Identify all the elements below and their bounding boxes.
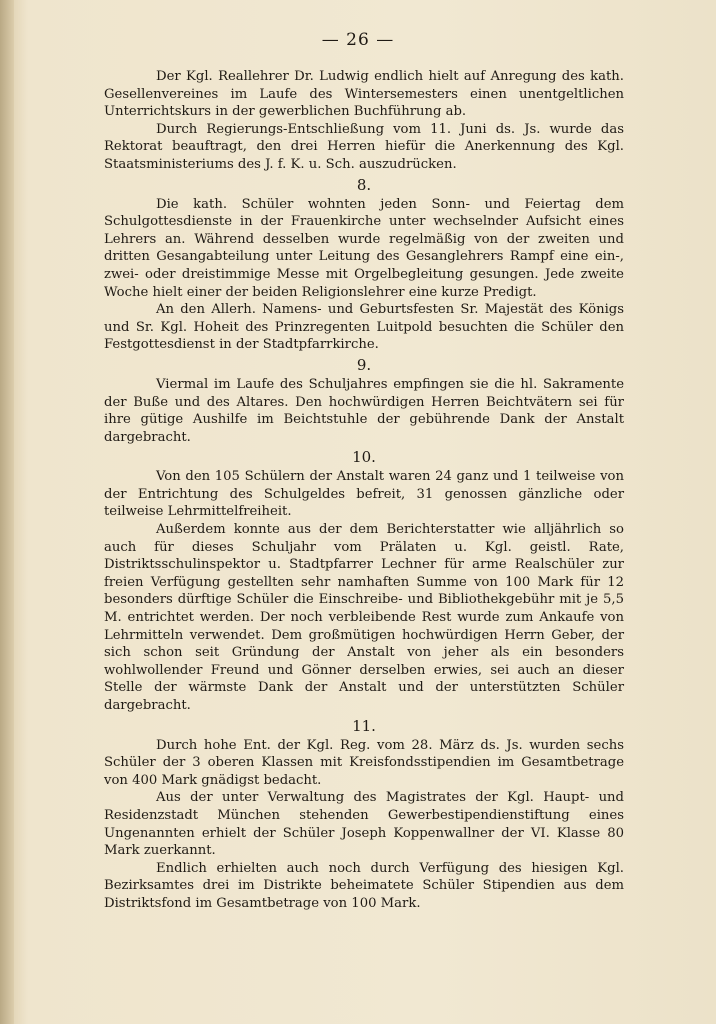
section-heading: 8. [356, 175, 372, 194]
binding-gutter [0, 0, 14, 1024]
paragraph: Durch hohe Ent. der Kgl. Reg. vom 28. März ds. Js. wurden sechs Schüler der 3 oberen Klassen mit Kreisfondsstipendien im Gesamtbetrage von 400 Mark gnädigst bedacht. [104, 737, 624, 788]
section-heading: 10. [352, 448, 376, 467]
section-heading: 11. [352, 716, 376, 735]
paragraph: Außerdem konnte aus der dem Berichterstatter wie alljährlich so auch für dieses Schuljahr vom Prälaten u. Kgl. geistl. Rate, Distriktsschulinspektor u. Stadtpfarrer Lechner für arme Realschüler zur freien Verfügung gestellten sehr namhaften Summe von 100 Mark für 12 besonders dürftige Schüler die Einschreibe- und Bibliothekgebühr mit je 5,5 M. entrichtet werden. Der noch verbleibende Rest wurde zum Ankaufe von Lehrmitteln verwendet. Dem großmütigen hochwürdigen Herrn Geber, der sich schon seit Gründung der Anstalt von jeher als ein besonders wohlwollender Freund und Gönner derselben erwies, sei auch an dieser Stelle der wärmste Dank der Anstalt und der unterstützten Schüler dargebracht. [104, 522, 624, 713]
page-number: — 26 — [321, 30, 395, 50]
paragraph: Viermal im Laufe des Schuljahres empfingen sie die hl. Sakramente der Buße und des Altares. Den hochwürdigen Herren Beichtvätern sei für ihre gütige Aushilfe im Beichtstuhle der gebührende Dank der Anstalt dargebracht. [104, 376, 624, 445]
paragraph: Endlich erhielten auch noch durch Verfügung des hiesigen Kgl. Bezirksamtes drei im Distrikte beheimatete Schüler Stipendien aus dem Distriktsfond im Gesamtbetrage von 100 Mark. [104, 860, 624, 911]
paragraph: Durch Regierungs-Entschließung vom 11. Juni ds. Js. wurde das Rektorat beauftragt, den drei Herren hiefür die Anerkennung des Kgl. Staatsministeriums des J. f. K. u. Sch. auszudrücken. [104, 121, 624, 172]
paragraph: An den Allerh. Namens- und Geburtsfesten Sr. Majestät des Königs und Sr. Kgl. Hoheit des Prinzregenten Luitpold besuchten die Schüler den Festgottesdienst in der Stadtpfarrkirche. [104, 302, 624, 353]
paragraph: Von den 105 Schülern der Anstalt waren 24 ganz und 1 teilweise von der Entrichtung des Schulgeldes befreit, 31 genossen gänzliche oder teilweise Lehrmittelfreiheit. [104, 469, 624, 520]
section-heading: 9. [356, 355, 372, 374]
paragraph: Der Kgl. Reallehrer Dr. Ludwig endlich hielt auf Anregung des kath. Gesellenvereines im Laufe des Wintersemesters einen unentgeltlichen Unterrichtskurs in der gewerblichen Buchführung ab. [104, 69, 624, 120]
paragraph: Aus der unter Verwaltung des Magistrates der Kgl. Haupt- und Residenzstadt München stehenden Gewerbestipendienstiftung eines Ungenannten erhielt der Schüler Joseph Koppenwallner der VI. Klasse 80 Mark zuerkannt. [104, 790, 624, 859]
paragraph: Die kath. Schüler wohnten jeden Sonn- und Feiertag dem Schulgottesdienste in der Frauenkirche unter wechselnder Aufsicht eines Lehrers an. Während desselben wurde regelmäßig von der zweiten und dritten Gesangabteilung unter Leitung des Gesanglehrers Rampf eine ein-, zwei- oder dreistimmige Messe mit Orgelbegleitung gesungen. Jede zweite Woche hielt einer der beiden Religionslehrer eine kurze Predigt. [104, 196, 624, 300]
page-body [104, 68, 624, 913]
